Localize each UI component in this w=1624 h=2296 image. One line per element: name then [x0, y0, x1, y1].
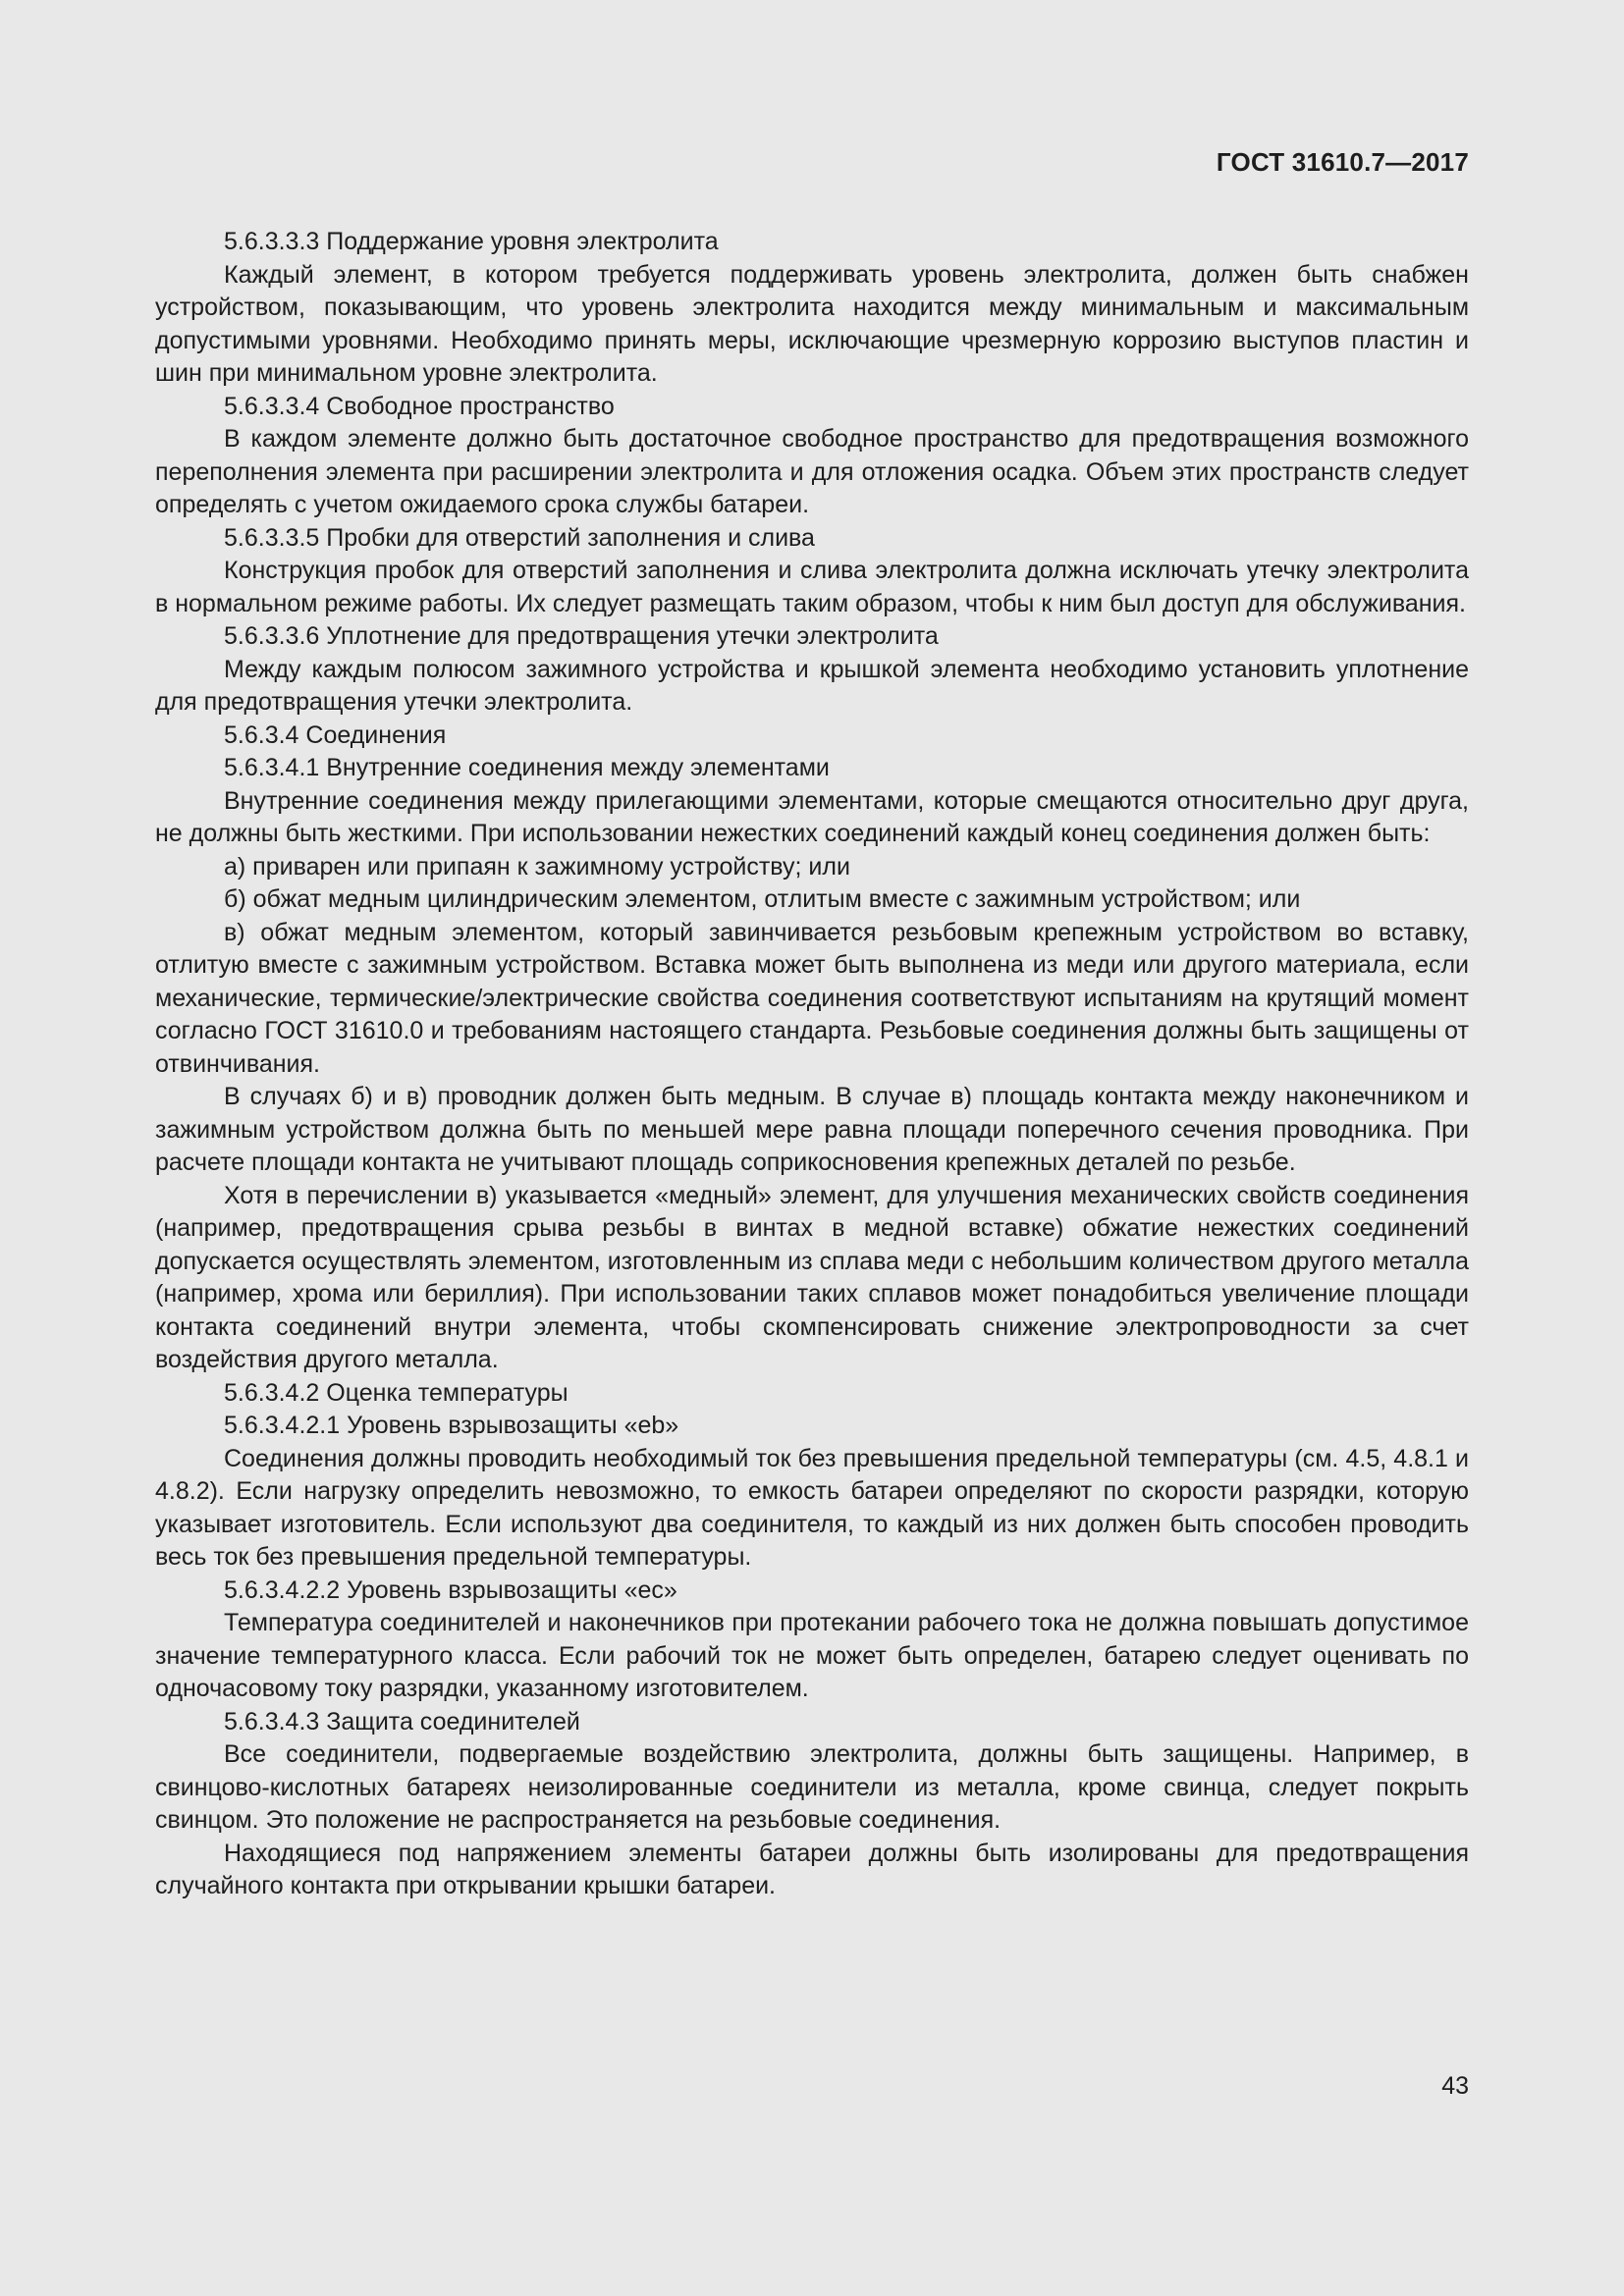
paragraph: Находящиеся под напряжением элементы батареи должны быть изолированы для предотвращения случайного контакта при открывании крышки батареи. [155, 1839, 1469, 1899]
section-heading: 5.6.3.4.2.2 Уровень взрывозащиты «ec» [224, 1575, 677, 1604]
document-header: ГОСТ 31610.7—2017 [1216, 147, 1469, 177]
section-heading: 5.6.3.4 Соединения [224, 721, 447, 749]
page-number: 43 [1441, 2072, 1469, 2100]
paragraph: Между каждым полюсом зажимного устройства и крышкой элемента необходимо установить уплотнение для предотвращения утечки электролита. [155, 655, 1469, 716]
paragraph: Каждый элемент, в котором требуется поддерживать уровень электролита, должен быть снабжен устройством, показывающим, что уровень электролита находится между минимальным и максимальным допустимыми уровнями. Необходимо принять меры, исключающие чрезмерную коррозию выступов пластин и шин при минимальном уровне электролита. [155, 260, 1469, 387]
section-heading: 5.6.3.3.5 Пробки для отверстий заполнения и слива [224, 523, 815, 552]
paragraph: Соединения должны проводить необходимый ток без превышения предельной температуры (см. 4.5, 4.8.1 и 4.8.2). Если нагрузку определить невозможно, то емкость батареи определяют по скорости разрядки, которую указывает изготовитель. Если используют два соединителя, то каждый из них должен быть способен проводить весь ток без превышения предельной температуры. [155, 1444, 1469, 1571]
paragraph: Температура соединителей и наконечников при протекании рабочего тока не должна повышать допустимое значение температурного класса. Если рабочий ток не может быть определен, батарею следует оценивать по одночасовому току разрядки, указанному изготовителем. [155, 1609, 1469, 1702]
section-heading: 5.6.3.4.2.1 Уровень взрывозащиты «eb» [224, 1412, 679, 1439]
list-item-v: в) обжат медным элементом, который завинчивается резьбовым крепежным устройством во вставку, отлитую вместе с зажимным устройством. Вставка может быть выполнена из меди или другого материала, если механические, термические/электрические свойства соединения соответствуют испытаниям на крутящий момент согласно ГОСТ 31610.0 и требованиям настоящего стандарта. Резьбовые соединения должны быть защищены от отвинчивания. [155, 918, 1469, 1078]
paragraph: Конструкция пробок для отверстий заполнения и слива электролита должна исключать утечку электролита в нормальном режиме работы. Их следует размещать таким образом, чтобы к ним был доступ для обслуживания. [155, 557, 1469, 617]
list-item-a: а) приварен или припаян к зажимному устройству; или [224, 852, 850, 881]
paragraph: В каждом элементе должно быть достаточное свободное пространство для предотвращения возможного переполнения элемента при расширении электролита и для отложения осадка. Объем этих пространств следует определять с учетом ожидаемого срока службы батареи. [155, 425, 1469, 518]
list-item-b: б) обжат медным цилиндрическим элементом, отлитым вместе с зажимным устройством; или [224, 885, 1301, 913]
paragraph: Внутренние соединения между прилегающими элементами, которые смещаются относительно друг друга, не должны быть жесткими. При использовании нежестких соединений каждый конец соединения должен быть: [155, 786, 1469, 847]
section-heading: 5.6.3.3.3 Поддержание уровня электролита [224, 228, 719, 255]
body-text [155, 226, 1469, 1903]
section-heading: 5.6.3.3.6 Уплотнение для предотвращения утечки электролита [224, 622, 939, 650]
paragraph: Хотя в перечислении в) указывается «медный» элемент, для улучшения механических свойств соединения (например, предотвращения срыва резьбы в винтах в медной вставке) обжатие нежестких соединений допускается осуществлять элементом, изготовленным из сплава меди с небольшим количеством другого металла (например, хрома или бериллия). При использовании таких сплавов может понадобиться увеличение площади контакта соединений внутри элемента, чтобы скомпенсировать снижение электропроводности за счет воздействия другого металла. [155, 1181, 1469, 1373]
paragraph: В случаях б) и в) проводник должен быть медным. В случае в) площадь контакта между наконечником и зажимным устройством должна быть по меньшей мере равна площади поперечного сечения проводника. При расчете площади контакта не учитывают площадь соприкосновения крепежных деталей по резьбе. [155, 1083, 1469, 1176]
section-heading: 5.6.3.4.1 Внутренние соединения между элементами [224, 754, 830, 781]
section-heading: 5.6.3.4.3 Защита соединителей [224, 1707, 580, 1735]
paragraph: Все соединители, подвергаемые воздействию электролита, должны быть защищены. Например, в свинцово-кислотных батареях неизолированные соединители из металла, кроме свинца, следует покрыть свинцом. Это положение не распространяется на резьбовые соединения. [155, 1740, 1469, 1834]
section-heading: 5.6.3.3.4 Свободное пространство [224, 392, 615, 420]
section-heading: 5.6.3.4.2 Оценка температуры [224, 1378, 568, 1407]
